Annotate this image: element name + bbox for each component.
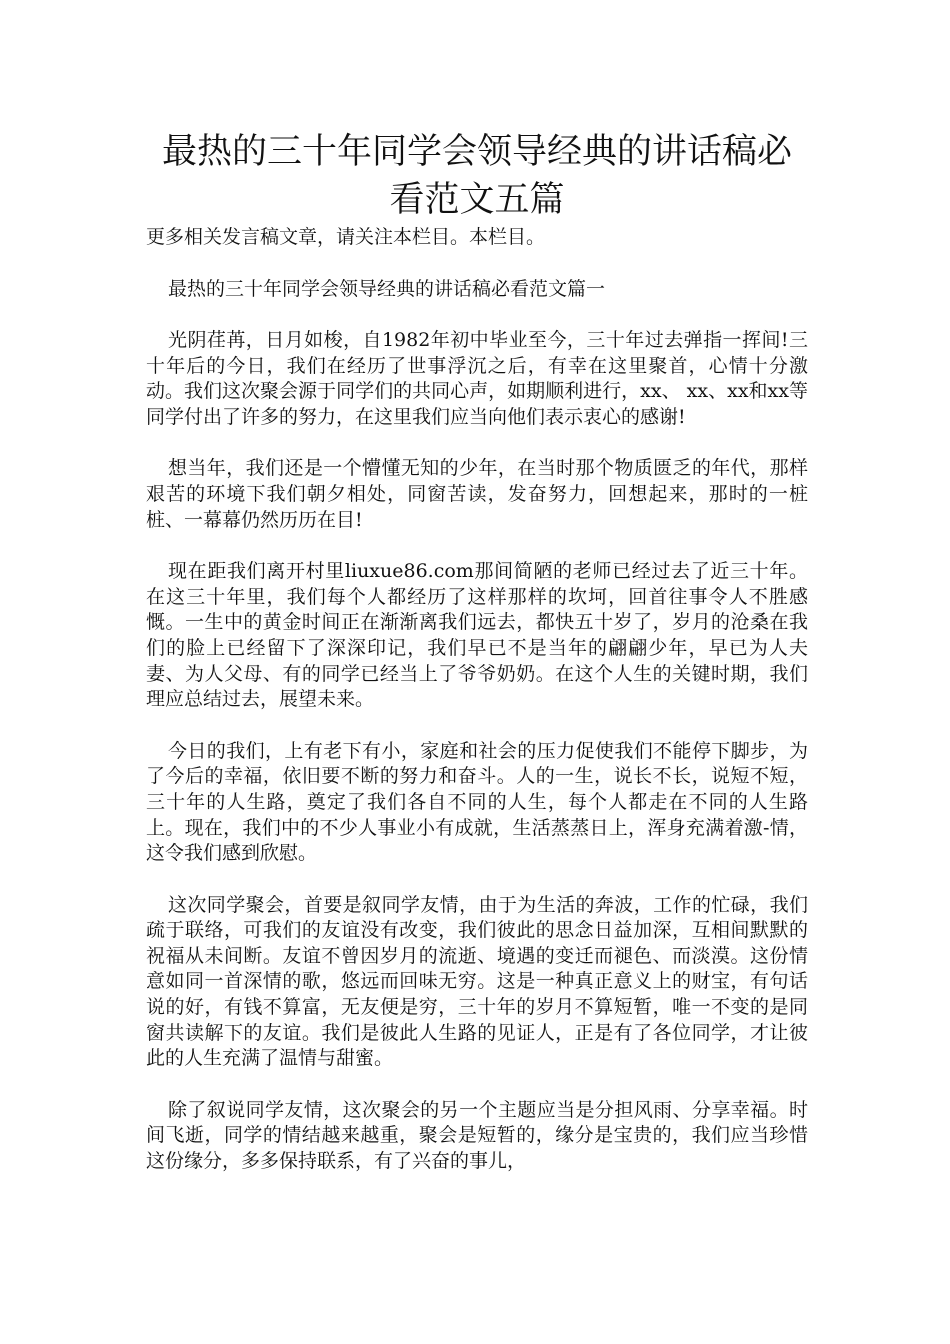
section-heading: 最热的三十年同学会领导经典的讲话稿必看范文篇一 bbox=[168, 278, 606, 300]
paragraph: 现在距我们离开村里liuxue86.com那间简陋的老师已经过去了近三十年。在这三十年里，我们每个人都经历了这样那样的坎坷，回首往事令人不胜感慨。一生中的黄金时间正在渐渐离我们远去，都快五十岁了，岁月的沧桑在我们的脸上已经留下了深深印记，我们早已不是当年的翩翩少年，早已为人夫妻、为人父母、有的同学已经当上了爷爷奶奶。在这个人生的关键时期，我们理应总结过去，展望未来。 bbox=[146, 560, 808, 711]
intro-text: 更多相关发言稿文章，请关注本栏目。本栏目。 bbox=[146, 226, 546, 248]
paragraph: 光阴荏苒，日月如梭，自1982年初中毕业至今，三十年过去弹指一挥间!三十年后的今日，我们在经历了世事浮沉之后，有幸在这里聚首，心情十分激动。我们这次聚会源于同学们的共同心声，如期顺利进行，xx、 xx、xx和xx等同学付出了许多的努力，在这里我们应当向他们表示衷心的感谢! bbox=[146, 329, 808, 428]
paragraph: 想当年，我们还是一个懵懂无知的少年，在当时那个物质匮乏的年代，那样艰苦的环境下我们朝夕相处，同窗苦读，发奋努力，回想起来，那时的一桩桩、一幕幕仍然历历在目! bbox=[146, 457, 808, 531]
paragraph: 今日的我们，上有老下有小，家庭和社会的压力促使我们不能停下脚步，为了今后的幸福，依旧要不断的努力和奋斗。人的一生，说长不长，说短不短，三十年的人生路，奠定了我们各自不同的人生，每个人都走在不同的人生路上。现在，我们中的不少人事业小有成就，生活蒸蒸日上，浑身充满着激-情，这令我们感到欣慰。 bbox=[146, 739, 808, 865]
paragraph: 这次同学聚会，首要是叙同学友情，由于为生活的奔波，工作的忙碌，我们疏于联络，可我们的友谊没有改变，我们彼此的思念日益加深，互相间默默的祝福从未间断。友谊不曾因岁月的流逝、境遇的变迁而褪色、而淡漠。这份情意如同一首深情的歌，悠远而回味无穷。这是一种真正意义上的财宝，有句话说的好，有钱不算富，无友便是穷，三十年的岁月不算短暂，唯一不变的是同窗共读解下的友谊。我们是彼此人生路的见证人，正是有了各位同学，才让彼此的人生充满了温情与甜蜜。 bbox=[146, 893, 808, 1070]
document-title: 最热的三十年同学会领导经典的讲话稿必看范文五篇 bbox=[161, 132, 792, 220]
paragraph: 除了叙说同学友情，这次聚会的另一个主题应当是分担风雨、分享幸福。时间飞逝，同学的情结越来越重，聚会是短暂的，缘分是宝贵的，我们应当珍惜这份缘分，多多保持联系，有了兴奋的事儿， bbox=[146, 1098, 808, 1173]
document-page bbox=[146, 128, 808, 1175]
